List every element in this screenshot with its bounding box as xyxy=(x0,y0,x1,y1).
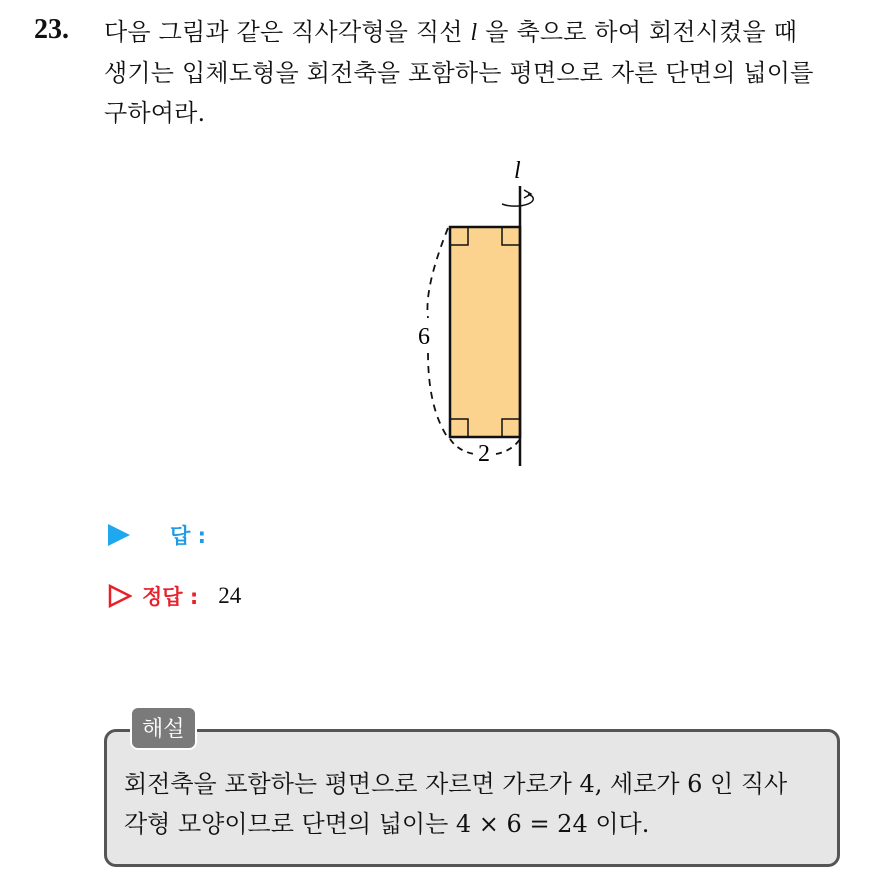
question-line-1: 다음 그림과 같은 직사각형을 직선 l 을 축으로 하여 회전시켰을 때 xyxy=(104,18,798,46)
rectangle-shape xyxy=(450,227,520,437)
solution-text xyxy=(124,764,836,844)
answer-label: 답 : xyxy=(170,524,206,548)
correct-answer-row xyxy=(108,581,241,611)
question-line-2: 생기는 입체도형을 회전축을 포함하는 평면으로 자른 단면의 넓이를 xyxy=(104,59,814,87)
solution-line-1: 회전축을 포함하는 평면으로 자르면 가로가 4, 세로가 6 인 직사 xyxy=(124,770,788,798)
correct-answer-value: 24 xyxy=(218,583,242,608)
play-triangle-icon xyxy=(108,524,130,546)
width-label: 2 xyxy=(478,441,490,467)
hollow-triangle-icon xyxy=(108,584,132,608)
axis-variable: l xyxy=(470,20,478,46)
solution-line-2: 각형 모양이므로 단면의 넓이는 4 × 6 = 24 이다. xyxy=(124,810,650,838)
height-brace xyxy=(427,228,448,438)
correct-answer-label: 정답 : xyxy=(142,585,199,609)
solution-tag: 해설 xyxy=(130,706,197,750)
answer-row xyxy=(108,520,206,550)
rectangle-rotation-figure xyxy=(400,148,580,478)
question-number: 23. xyxy=(34,14,69,45)
axis-label: l xyxy=(514,158,521,184)
question-line-3: 구하여라. xyxy=(104,99,206,127)
height-label: 6 xyxy=(418,324,430,350)
question-text xyxy=(104,12,874,133)
rotation-arrowhead-icon xyxy=(524,190,531,198)
